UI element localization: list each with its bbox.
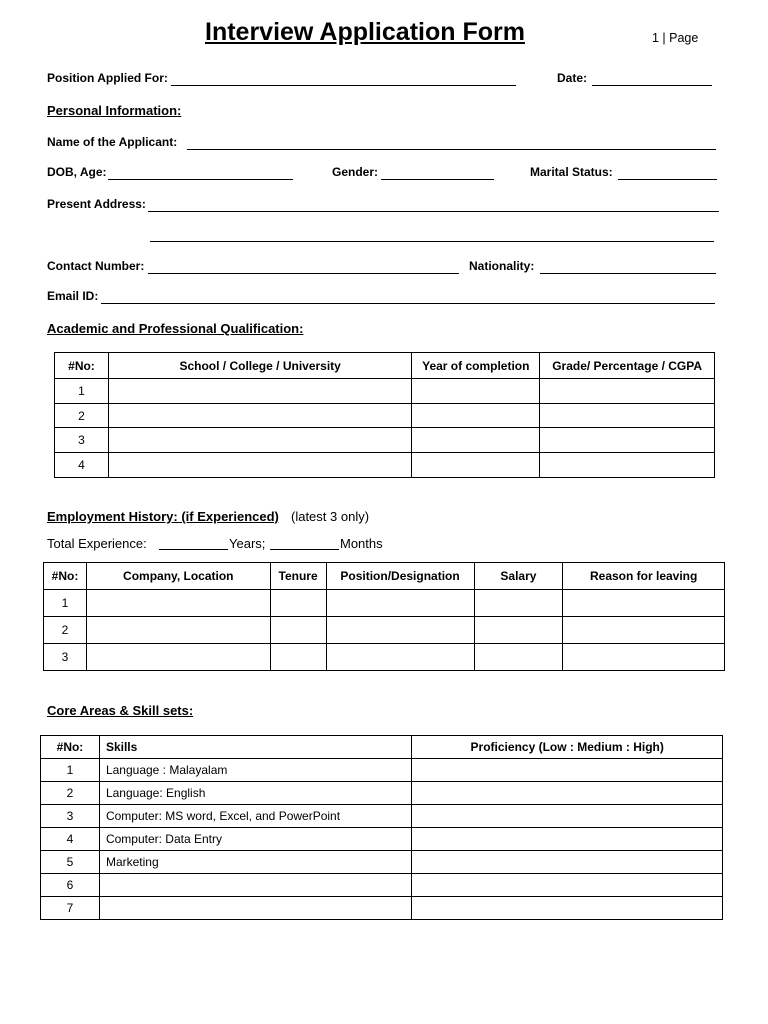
skill-name: Marketing [99,851,412,874]
table-row [55,404,715,428]
year-cell[interactable] [412,428,540,453]
proficiency-cell[interactable] [412,874,723,897]
academic-header-no: #No: [55,353,109,379]
academic-header-school: School / College / University [108,353,411,379]
row-number: 3 [55,428,109,453]
row-number: 2 [44,617,87,644]
reason-cell[interactable] [563,617,725,644]
row-number: 4 [41,828,100,851]
school-cell[interactable] [108,404,411,428]
address-label: Present Address: [47,197,146,211]
grade-cell[interactable] [540,404,715,428]
table-row [41,805,723,828]
years-label: Years; [229,536,266,551]
table-row [44,590,725,617]
employment-heading: Employment History: (if Experienced) [47,509,279,524]
proficiency-cell[interactable] [412,805,723,828]
row-number: 1 [44,590,87,617]
position-input-line[interactable] [171,85,516,86]
months-label: Months [340,536,383,551]
form-title: Interview Application Form [205,18,525,46]
table-row [41,759,723,782]
skill-name: Language: English [99,782,412,805]
row-number: 7 [41,897,100,920]
skills-header-skills: Skills [99,736,412,759]
table-row [55,379,715,404]
employment-header-salary: Salary [474,563,563,590]
school-cell[interactable] [108,428,411,453]
skill-name: Computer: MS word, Excel, and PowerPoint [99,805,412,828]
table-row [44,617,725,644]
tenure-cell[interactable] [270,617,326,644]
row-number: 3 [44,644,87,671]
proficiency-cell[interactable] [412,759,723,782]
name-label: Name of the Applicant: [47,135,178,149]
skill-name[interactable] [99,897,412,920]
skills-table [40,735,723,920]
grade-cell[interactable] [540,428,715,453]
year-cell[interactable] [412,379,540,404]
salary-cell[interactable] [474,590,563,617]
proficiency-cell[interactable] [412,897,723,920]
skills-heading: Core Areas & Skill sets: [47,703,194,718]
skill-name[interactable] [99,874,412,897]
company-cell[interactable] [86,617,270,644]
employment-header-no: #No: [44,563,87,590]
address-input-line-2[interactable] [150,241,714,242]
months-input-line[interactable] [270,549,339,550]
table-row [41,874,723,897]
reason-cell[interactable] [563,590,725,617]
row-number: 2 [55,404,109,428]
row-number: 2 [41,782,100,805]
position-cell[interactable] [326,590,474,617]
row-number: 1 [55,379,109,404]
name-input-line[interactable] [187,149,716,150]
academic-heading: Academic and Professional Qualification: [47,321,304,336]
proficiency-cell[interactable] [412,828,723,851]
academic-header-grade: Grade/ Percentage / CGPA [540,353,715,379]
position-cell[interactable] [326,644,474,671]
table-row [55,453,715,478]
table-row [41,782,723,805]
salary-cell[interactable] [474,644,563,671]
marital-status-input-line[interactable] [618,179,717,180]
skill-name: Language : Malayalam [99,759,412,782]
table-row [41,828,723,851]
tenure-cell[interactable] [270,590,326,617]
year-cell[interactable] [412,453,540,478]
employment-header-position: Position/Designation [326,563,474,590]
proficiency-cell[interactable] [412,782,723,805]
employment-note: (latest 3 only) [291,509,370,524]
position-cell[interactable] [326,617,474,644]
row-number: 6 [41,874,100,897]
grade-cell[interactable] [540,379,715,404]
date-label: Date: [557,71,588,85]
dob-label: DOB, Age: [47,165,107,179]
nationality-input-line[interactable] [540,273,716,274]
proficiency-cell[interactable] [412,851,723,874]
years-input-line[interactable] [159,549,228,550]
row-number: 3 [41,805,100,828]
contact-label: Contact Number: [47,259,145,273]
email-label: Email ID: [47,289,99,303]
personal-info-heading: Personal Information: [47,103,182,118]
employment-header-reason: Reason for leaving [563,563,725,590]
employment-header-tenure: Tenure [270,563,326,590]
row-number: 1 [41,759,100,782]
nationality-label: Nationality: [469,259,535,273]
skills-header-proficiency: Proficiency (Low : Medium : High) [412,736,723,759]
date-input-line[interactable] [592,85,712,86]
position-label: Position Applied For: [47,71,168,85]
marital-status-label: Marital Status: [530,165,613,179]
employment-header-company: Company, Location [86,563,270,590]
gender-input-line[interactable] [381,179,494,180]
school-cell[interactable] [108,453,411,478]
salary-cell[interactable] [474,617,563,644]
table-row [44,644,725,671]
dob-input-line[interactable] [108,179,293,180]
row-number: 5 [41,851,100,874]
reason-cell[interactable] [563,644,725,671]
page-number: 1 | Page [652,31,699,45]
table-row [55,428,715,453]
table-row [41,851,723,874]
year-cell[interactable] [412,404,540,428]
table-row [41,897,723,920]
skills-header-no: #No: [41,736,100,759]
company-cell[interactable] [86,644,270,671]
company-cell[interactable] [86,590,270,617]
skill-name: Computer: Data Entry [99,828,412,851]
contact-input-line[interactable] [148,273,459,274]
total-experience-label: Total Experience: [47,536,147,551]
school-cell[interactable] [108,379,411,404]
tenure-cell[interactable] [270,644,326,671]
academic-header-year: Year of completion [412,353,540,379]
gender-label: Gender: [332,165,379,179]
grade-cell[interactable] [540,453,715,478]
academic-table [54,352,715,478]
address-input-line-1[interactable] [148,211,719,212]
row-number: 4 [55,453,109,478]
employment-table [43,562,725,671]
email-input-line[interactable] [101,303,715,304]
